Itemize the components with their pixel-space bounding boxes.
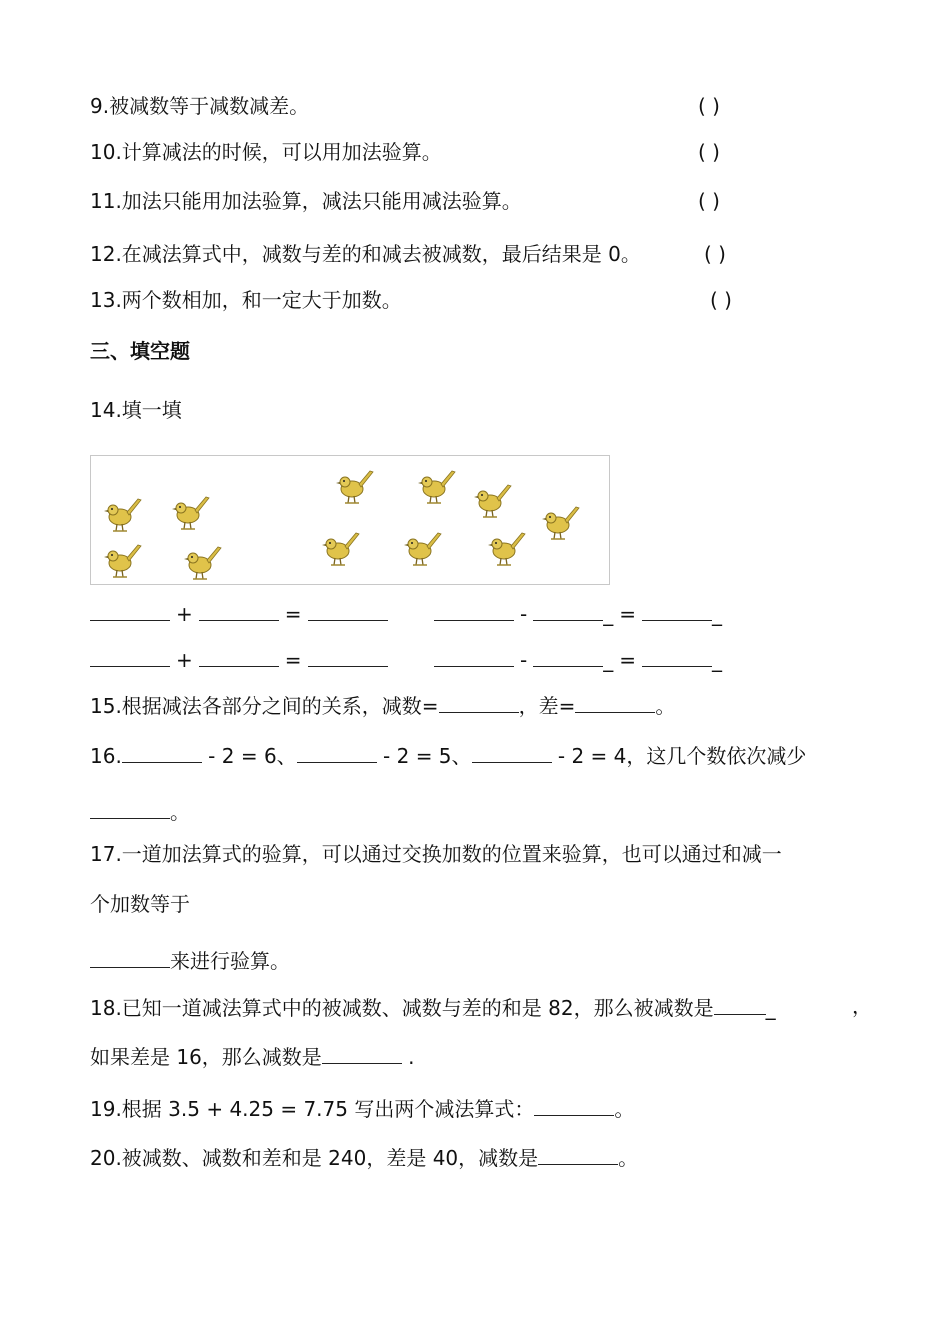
addition-equation-1 (90, 598, 388, 628)
bird-icon (103, 540, 143, 580)
answer-blank[interactable] (642, 598, 712, 621)
question-17-line1: 17.一道加法算式的验算，可以通过交换加数的位置来验算，也可以通过和减一 (90, 842, 782, 866)
answer-blank[interactable] (538, 1142, 618, 1165)
question-15-text: 15.根据减法各部分之间的关系，减数= (90, 694, 439, 718)
question-9: 9.被减数等于减数减差。 (90, 94, 310, 118)
bird-icon (541, 502, 581, 542)
answer-blank[interactable] (534, 1093, 614, 1116)
subtraction-equation-1 (434, 598, 722, 628)
bird-icon (183, 542, 223, 582)
answer-paren-11[interactable]: ( ) (698, 189, 720, 213)
question-20-text: 20.被减数、减数和差和是 240，差是 40，减数是 (90, 1146, 539, 1170)
question-15-mid: ，差= (518, 694, 576, 718)
underscore-mark: _ (603, 602, 614, 626)
equals-sign: = (619, 648, 636, 672)
answer-blank[interactable] (199, 644, 279, 667)
bird-icon (103, 494, 143, 534)
equals-sign: = (284, 602, 302, 626)
question-18-text2: 如果差是 16，那么减数是 (90, 1045, 322, 1069)
equals-sign: = (619, 602, 636, 626)
underscore-mark: _ (765, 996, 776, 1020)
question-16 (90, 740, 806, 770)
question-14-title: 14.填一填 (90, 398, 182, 422)
bird-icon (403, 528, 443, 568)
answer-blank[interactable] (533, 598, 603, 621)
question-18-comma: ， (852, 994, 872, 1018)
answer-blank[interactable] (714, 992, 766, 1015)
question-16-number: 16. (90, 744, 122, 768)
answer-paren-10[interactable]: ( ) (698, 140, 720, 164)
question-15 (90, 690, 675, 720)
minus-sign: - (520, 602, 528, 626)
answer-paren-12[interactable]: ( ) (704, 242, 726, 266)
answer-blank[interactable] (434, 598, 514, 621)
bird-icon (417, 466, 457, 506)
subtraction-equation-2 (434, 644, 722, 674)
answer-blank[interactable] (297, 740, 377, 763)
question-13: 13.两个数相加，和一定大于加数。 (90, 288, 402, 312)
bird-icon (473, 480, 513, 520)
answer-blank[interactable] (90, 945, 170, 968)
bird-icon (335, 466, 375, 506)
underscore-mark: _ (603, 648, 614, 672)
question-17-line3 (90, 945, 290, 975)
question-19 (90, 1093, 634, 1123)
answer-blank[interactable] (199, 598, 279, 621)
answer-blank[interactable] (90, 796, 170, 819)
answer-blank[interactable] (90, 598, 170, 621)
question-18-dot: . (408, 1045, 415, 1069)
answer-blank[interactable] (642, 644, 712, 667)
answer-blank[interactable] (122, 740, 202, 763)
answer-blank[interactable] (439, 690, 519, 713)
question-20 (90, 1142, 638, 1172)
bird-icon (321, 528, 361, 568)
answer-blank[interactable] (533, 644, 603, 667)
question-20-end: 。 (618, 1146, 639, 1170)
answer-blank[interactable] (472, 740, 552, 763)
addition-equation-2 (90, 644, 388, 674)
answer-blank[interactable] (90, 644, 170, 667)
question-19-end: 。 (614, 1097, 635, 1121)
question-17-line2: 个加数等于 (90, 892, 190, 916)
question-16-part1: - 2 = 6、 (208, 744, 297, 768)
question-10: 10.计算减法的时候，可以用加法验算。 (90, 140, 442, 164)
question-18-text: 18.已知一道减法算式中的被减数、减数与差的和是 82，那么被减数是 (90, 996, 714, 1020)
answer-blank[interactable] (308, 598, 388, 621)
birds-picture (90, 455, 610, 585)
question-17-end: 来进行验算。 (170, 949, 290, 973)
question-19-text: 19.根据 3.5 + 4.25 = 7.75 写出两个减法算式： (90, 1097, 535, 1121)
question-18-line1 (90, 992, 776, 1022)
answer-blank[interactable] (322, 1041, 402, 1064)
question-18-line2 (90, 1041, 415, 1071)
minus-sign: - (520, 648, 528, 672)
question-12: 12.在减法算式中，减数与差的和减去被减数，最后结果是 0。 (90, 242, 641, 266)
question-15-end: 。 (655, 694, 676, 718)
question-16-part3: - 2 = 4，这几个数依次减少 (557, 744, 807, 768)
underscore-mark: _ (711, 648, 722, 672)
question-16-end: 。 (170, 800, 190, 824)
equals-sign: = (284, 648, 302, 672)
answer-blank[interactable] (575, 690, 655, 713)
answer-paren-9[interactable]: ( ) (698, 94, 720, 118)
bird-icon (487, 528, 527, 568)
section-heading: 三、填空题 (90, 339, 190, 363)
answer-blank[interactable] (434, 644, 514, 667)
bird-icon (171, 492, 211, 532)
question-16-part2: - 2 = 5、 (383, 744, 472, 768)
answer-blank[interactable] (308, 644, 388, 667)
plus-sign: + (176, 648, 193, 672)
question-11: 11.加法只能用加法验算，减法只能用减法验算。 (90, 189, 522, 213)
answer-paren-13[interactable]: ( ) (710, 288, 732, 312)
plus-sign: + (176, 602, 193, 626)
underscore-mark: _ (711, 602, 722, 626)
question-16-line2 (90, 796, 190, 826)
